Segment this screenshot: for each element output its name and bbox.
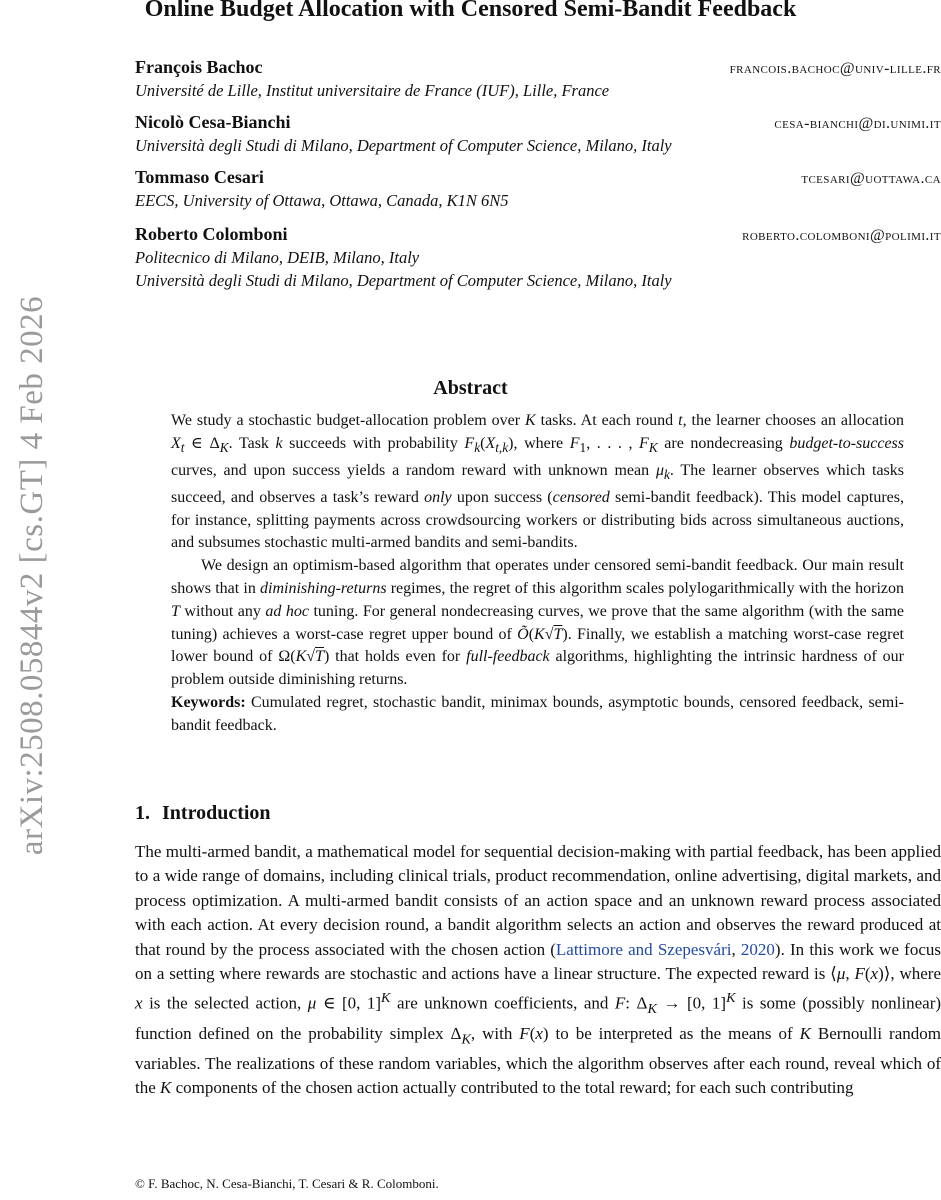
author-email[interactable]: cesa-bianchi@di.unimi.it <box>774 115 941 132</box>
citation-year-link[interactable]: 2020 <box>740 939 775 959</box>
keywords-text: Cumulated regret, stochastic bandit, minimax bounds, asymptotic bounds, censored feedback, semi-bandit feedback. <box>171 693 904 734</box>
section-number: 1. <box>135 802 150 824</box>
author-affiliation: Politecnico di Milano, DEIB, Milano, Italy <box>135 248 420 267</box>
paper-title: Online Budget Allocation with Censored Semi-Bandit Feedback <box>144 0 797 22</box>
author-name: Nicolò Cesa-Bianchi <box>135 112 291 132</box>
abstract-body <box>171 410 904 738</box>
author-affiliation: Université de Lille, Institut universitaire de France (IUF), Lille, France <box>135 81 610 100</box>
citation-link[interactable]: Lattimore and Szepesvári <box>555 939 732 959</box>
author-affiliation: Università degli Studi di Milano, Department of Computer Science, Milano, Italy <box>135 271 672 290</box>
abstract-heading: Abstract <box>433 377 508 399</box>
copyright-footer: © F. Bachoc, N. Cesa-Bianchi, T. Cesari & R. Colomboni. <box>135 1176 439 1191</box>
author-block <box>135 57 941 104</box>
section-title: Introduction <box>162 802 271 824</box>
author-email[interactable]: francois.bachoc@univ-lille.fr <box>729 60 941 77</box>
arxiv-stamp <box>10 255 56 895</box>
arxiv-id[interactable]: arXiv:2508.05844v2 [cs.GT] 4 Feb 2026 <box>14 295 51 855</box>
author-email[interactable]: tcesari@uottawa.ca <box>801 170 941 187</box>
section-heading <box>135 802 271 825</box>
keywords <box>171 692 904 738</box>
abstract-paragraph: We study a stochastic budget-allocation problem over K tasks. At each round t, the learner chooses an allocation $X_t$ ∈ $\Delta_K$. Task k succeeds with probability $F_k(X_{t,k})$, where $F_1$, . . . , $F_K$ are nondecreasing budget-to-success curves, and upon success yields a random reward with unknown mean $\mu_k$. The learner observes which tasks succeed, and observes a task’s reward only upon success (censored semi-bandit feedback). This model captures, for instance, splitting payments across crowdsourcing workers or distributing bids across simultaneous auctions, and subsumes stochastic multi-armed bandits and semi-bandits. <box>171 412 905 552</box>
author-name: Tommaso Cesari <box>135 167 264 187</box>
author-name: Roberto Colomboni <box>135 224 288 244</box>
intro-paragraph: The multi-armed bandit, a mathematical model for sequential decision-making with partial feedback, has been applied to a wide range of domains, including clinical trials, product recommendation, online advertising, digital markets, and process optimization. A multi-armed bandit consists of an action space and an unknown reward process associated with each action. At every decision round, a bandit algorithm selects an action and observes the reward produced at that round by the process associated with the chosen action (Lattimore and Szepesvári, 2020). In this work we focus on a setting where rewards are stochastic and actions have a linear structure. The expected reward is ⟨μ, F(x)⟩, where x is the selected action, μ ∈ [0, 1]$^K$ are unknown coefficients, and F: $\Delta_K \to [0$, 1]$^K$ is some (possibly nonlinear) function defined on the probability simplex $\Delta_K$, with F(x) to be interpreted as the means of K Bernoulli random variables. The realizations of these random variables, which the algorithm observes after each round, reveal which of the K components of the chosen action actually contributed to the total reward; for each such contributing <box>135 842 941 1098</box>
author-block <box>135 112 941 159</box>
abstract-paragraph: We design an optimism-based algorithm that operates under censored semi-bandit feedback. Our main result shows that in diminishing-returns regimes, the regret of this algorithm scales polylogarithmically with the horizon T without any ad hoc tuning. For general nondecreasing curves, we prove that the same algorithm (with the same tuning) achieves a worst-case regret upper bound of Õ(K√T). Finally, we establish a matching worst-case regret lower bound of Ω(K√T) that holds even for full-feedback algorithms, highlighting the intrinsic hardness of our problem outside diminishing returns. <box>171 557 905 689</box>
author-affiliation: EECS, University of Ottawa, Ottawa, Canada, K1N 6N5 <box>135 191 509 210</box>
author-email[interactable]: roberto.colomboni@polimi.it <box>742 227 941 244</box>
keywords-label: Keywords: <box>171 693 246 711</box>
author-affiliation: Università degli Studi di Milano, Department of Computer Science, Milano, Italy <box>135 136 672 155</box>
introduction-body <box>135 840 941 1101</box>
author-block <box>135 224 941 294</box>
author-block <box>135 167 941 214</box>
author-name: François Bachoc <box>135 57 263 77</box>
